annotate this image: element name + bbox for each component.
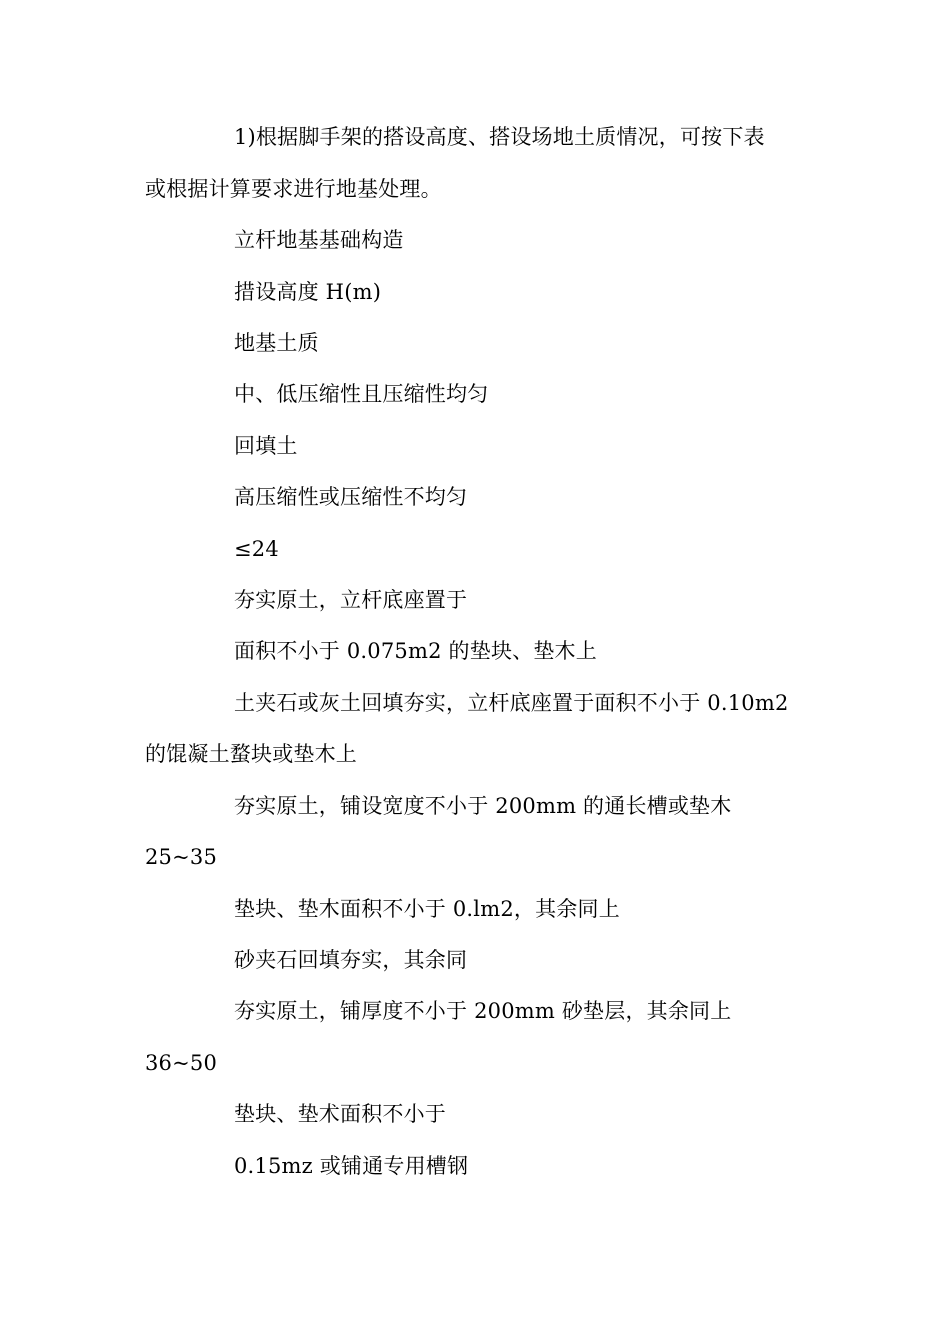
paragraph-line: 夯实原土，立杆底座置于: [234, 588, 468, 612]
paragraph-line: 回填土: [234, 434, 298, 458]
paragraph-line: 中、低压缩性且压缩性均匀: [234, 382, 489, 406]
paragraph-line: 砂夹石回填夯实，其余同: [234, 948, 468, 972]
paragraph-line: 土夹石或灰土回填夯实，立杆底座置于面积不小于 0.10m2: [234, 691, 789, 715]
paragraph-line: 高压缩性或压缩性不均匀: [234, 485, 468, 509]
paragraph-line: 或根据计算要求进行地基处理。: [145, 177, 442, 201]
paragraph-line: 夯实原土，铺设宽度不小于 200mm 的通长槽或垫木: [234, 794, 732, 818]
paragraph-line: 0.15mz 或铺通专用槽钢: [234, 1154, 469, 1178]
paragraph-line: 36~50: [145, 1051, 218, 1075]
paragraph-line: 地基土质: [234, 331, 319, 355]
paragraph-line: 夯实原土，铺厚度不小于 200mm 砂垫层，其余同上: [234, 999, 732, 1023]
paragraph-line: 面积不小于 0.075m2 的垫块、垫木上: [234, 639, 597, 663]
paragraph-line: 措设高度 H(m): [234, 280, 382, 304]
paragraph-line: 垫块、垫术面积不小于: [234, 1102, 446, 1126]
paragraph-line: 立杆地基基础构造: [234, 228, 404, 252]
paragraph-line: 25~35: [145, 845, 218, 869]
paragraph-line: ≤24: [234, 537, 279, 561]
paragraph-line: 垫块、垫木面积不小于 0.lm2，其余同上: [234, 897, 620, 921]
paragraph-line: 的馄凝土蝥块或垫木上: [145, 742, 357, 766]
paragraph-line: 1)根据脚手架的搭设高度、搭设场地土质情况，可按下表: [234, 125, 765, 149]
